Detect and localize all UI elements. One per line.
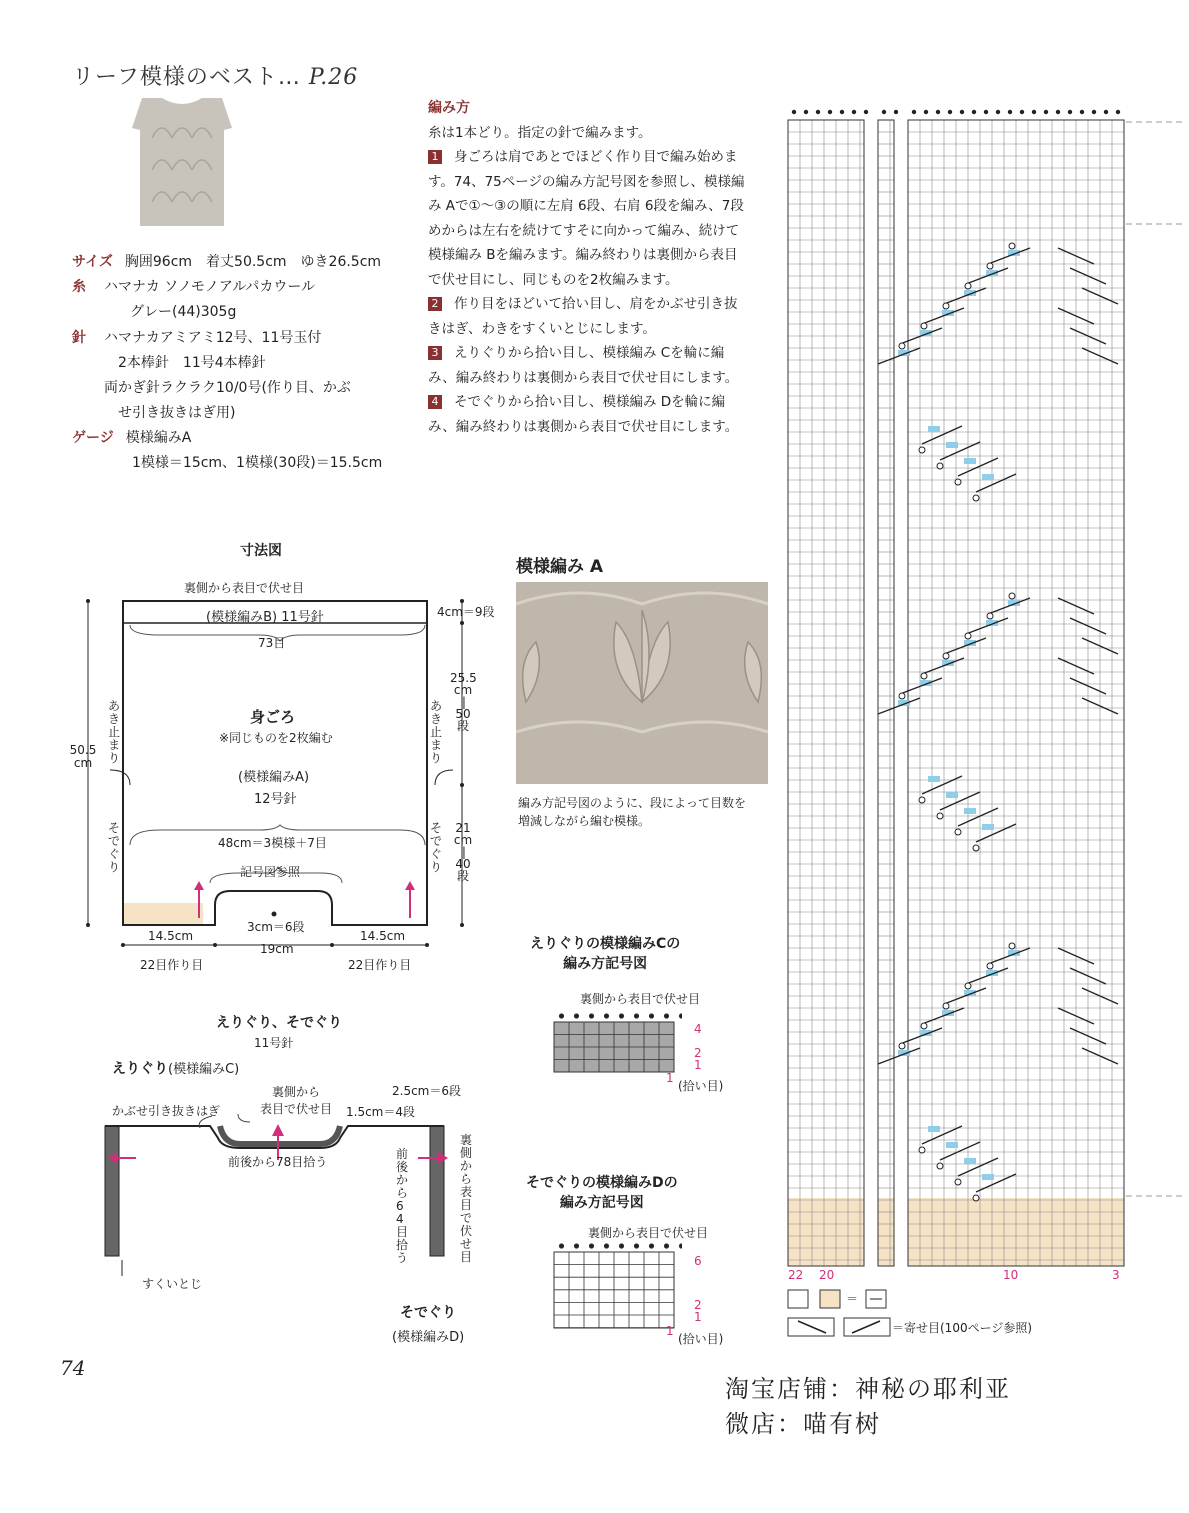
shop-watermark: 淘宝店铺：神秘の耶利亚 微店：喵有树 (725, 1375, 1011, 1438)
dims-needle: 12号針 (254, 792, 297, 807)
main-motif-yo (1009, 243, 1015, 249)
chartC-bindoff-dot (679, 1014, 682, 1018)
spec-needle: 針 ハマナカアミアミ12号、11号玉付 (72, 330, 322, 346)
chartD-bindoff-dot (619, 1244, 623, 1248)
dims-heading: 寸法図 (240, 543, 282, 559)
finish-sleeve-pattern: (模様編みD) (392, 1330, 465, 1345)
spec-gauge: ゲージ 模様編みA (72, 430, 192, 446)
dims-top-note: 裏側から表目で伏せ目 (184, 581, 305, 595)
chartC-r2: 2 (694, 1046, 702, 1060)
chartC-bindoff-dot (589, 1014, 593, 1018)
dims-chart-ref: 記号図参照 (240, 865, 301, 879)
main-x20: 20 (819, 1268, 835, 1282)
chartC-heading: えりぐりの模様編みCの 編み方記号図 (530, 936, 681, 972)
main-motif-yo (899, 693, 905, 699)
main-bindoff-dot (1092, 110, 1096, 114)
main-motif-yo (1009, 593, 1015, 599)
swatch-caption: 編み方記号図のように、段によって目数を 増減しながら編む模様。 (518, 796, 747, 828)
dims-band-right: 4cm＝9段 (437, 605, 495, 619)
main-motif-yo (1009, 943, 1015, 949)
main-bindoff-dot (912, 110, 916, 114)
method-step-4: 4 そでぐりから拾い目し、模様編み Dを輪に編み、編み終わりは裏側から表目で伏せ目にします。 (428, 394, 739, 435)
main-bindoff-dot (1044, 110, 1048, 114)
finish-bind-note: 裏側から 表目で伏せ目 (260, 1085, 333, 1116)
main-bindoff-dot (894, 110, 898, 114)
chartD-r6: 6 (694, 1254, 702, 1268)
finish-sleeve: そでぐり (400, 1305, 456, 1321)
main-bindoff-dot (960, 110, 964, 114)
spec-yarn: 糸 ハマナカ ソノモノアルパカウール (72, 279, 316, 295)
main-motif-highlight (964, 808, 976, 814)
finish-heading: えりぐり、そでぐり (216, 1015, 342, 1031)
chartC-top: 裏側から表目で伏せ目 (580, 992, 701, 1006)
main-bindoff-dot (1008, 110, 1012, 114)
finish-needle: 11号針 (254, 1036, 294, 1050)
main-x10: 10 (1003, 1268, 1019, 1282)
main-motif-yo (987, 613, 993, 619)
main-band-left (788, 1198, 864, 1266)
chartD-grid (552, 1238, 682, 1330)
finish-sleeve-bind: 裏側から表目で伏せ目 (460, 1133, 473, 1264)
dims-bottom-left: 14.5cm (148, 929, 194, 943)
main-motif-highlight (946, 442, 958, 448)
chartC-bindoff-dot (664, 1014, 668, 1018)
spec-size: サイズ 胸囲96cm 着丈50.5cm ゆき26.5cm (72, 254, 382, 270)
swatch-photo (516, 582, 768, 784)
finish-sleeve-rows: 2.5cm＝6段 (392, 1084, 462, 1098)
spec-needle-2: 2本棒針 11号4本棒針 (118, 355, 266, 371)
main-bindoff-dot (936, 110, 940, 114)
main-bindoff-dot (984, 110, 988, 114)
dims-pattern: (模様編みA) (238, 770, 310, 785)
main-motif-yo (919, 797, 925, 803)
main-bindoff-dot (852, 110, 856, 114)
chartC-pick: (拾い目) (678, 1079, 724, 1093)
main-bindoff-dot (924, 110, 928, 114)
main-bindoff-dot (948, 110, 952, 114)
main-motif-yo (973, 495, 979, 501)
main-bindoff-dot (882, 110, 886, 114)
main-border (788, 120, 864, 1266)
chartD-bindoff-dot (679, 1244, 682, 1248)
chartD-r2: 2 (694, 1298, 702, 1312)
swatch-heading: 模様編み A (516, 557, 604, 577)
dims-body: 身ごろ (250, 708, 296, 726)
main-motif-yo (965, 283, 971, 289)
main-motif-highlight (928, 776, 940, 782)
chartC-grid (552, 1008, 682, 1074)
main-bindoff-dot (1032, 110, 1036, 114)
chartC-bindoff-dot (604, 1014, 608, 1018)
main-motif-highlight (964, 458, 976, 464)
method-step-1: 1 身ごろは肩であとでほどく作り目で編み始めます。74、75ページの編み方記号図を参照し、模様編み Aで①〜③の順に左肩 6段、右肩 6段を編み、7段めからは左右を続けてすそに向かって編み、続けて模様編み Bを編みます。編み終わりは裏側から表目で伏せ目にし、同じものを2枚編みます。 (428, 149, 745, 288)
dims-right-lower: 21 cm ‖ 40 段 (453, 821, 473, 883)
chartC-r1: 1 (694, 1058, 702, 1072)
main-x22: 22 (788, 1268, 804, 1282)
spec-gauge-2: 1模様＝15cm、1模様(30段)＝15.5cm (132, 455, 383, 471)
main-bindoff-dot (1104, 110, 1108, 114)
vest-photo (132, 98, 232, 226)
chartC-bindoff-dot (559, 1014, 563, 1018)
main-motif-highlight (964, 1158, 976, 1164)
main-motif-yo (919, 1147, 925, 1153)
knitting-method (428, 96, 748, 439)
page-number: 74 (60, 1356, 86, 1380)
dims-bottom-left-2: 22目作り目 (140, 958, 204, 972)
page-title: リーフ模様のベスト… P.26 (72, 65, 359, 90)
chartC-bindoff-dot (619, 1014, 623, 1018)
chartD-bindoff-dot (664, 1244, 668, 1248)
main-bindoff-dot (1116, 110, 1120, 114)
chartD-r1: 1 (694, 1310, 702, 1324)
main-motif-yo (955, 479, 961, 485)
main-bindoff-dot (792, 110, 796, 114)
main-motif-yo (955, 1179, 961, 1185)
dims-sodeguri-right: そでぐり (430, 821, 443, 874)
main-bindoff-dot (1080, 110, 1084, 114)
finish-neck: えりぐり(模様編みC) (112, 1061, 240, 1077)
dims-stitches-top: 73目 (258, 636, 286, 650)
chartD-heading: そでぐりの模様編みDの 編み方記号図 (526, 1175, 678, 1211)
main-motif-yo (973, 845, 979, 851)
main-motif-yo (921, 323, 927, 329)
finish-pick-neck: 前後から78目拾う (228, 1155, 328, 1169)
chartC-bindoff-dot (634, 1014, 638, 1018)
chartD-bindoff-dot (634, 1244, 638, 1248)
main-motif-yo (937, 813, 943, 819)
spec-needle-4: せ引き抜きはぎ用) (118, 405, 236, 421)
chartC-r4: 4 (694, 1022, 702, 1036)
chartD-pick: (拾い目) (678, 1332, 724, 1346)
main-bindoff-dot (864, 110, 868, 114)
main-motif-highlight (946, 1142, 958, 1148)
method-step-3: 3 えりぐりから拾い目し、模様編み Cを輪に編み、編み終わりは裏側から表目で伏せ目にします。 (428, 345, 739, 386)
main-bindoff-dot (1068, 110, 1072, 114)
main-motif-yo (943, 1003, 949, 1009)
chartD-bindoff-dot (604, 1244, 608, 1248)
dims-bottom-right-2: 22目作り目 (348, 958, 412, 972)
main-motif-highlight (982, 824, 994, 830)
finish-kabuse: かぶせ引き抜きはぎ (112, 1104, 221, 1118)
chartC-bindoff-dot (649, 1014, 653, 1018)
main-motif-yo (937, 1163, 943, 1169)
main-motif-highlight (982, 474, 994, 480)
main-motif-highlight (928, 1126, 940, 1132)
legend-eq: ＝ (846, 1292, 859, 1306)
dims-neck-depth: 3cm＝6段 (247, 920, 305, 934)
dims-body-note: ※同じものを2枚編む (219, 731, 333, 745)
dims-akidomari-left: あき止まり (108, 699, 121, 765)
main-bindoff-dot (840, 110, 844, 114)
main-motif-yo (943, 303, 949, 309)
dims-band: (模様編みB) 11号針 (206, 610, 324, 625)
main-motif-yo (943, 653, 949, 659)
chartD-r1b: 1 (666, 1324, 674, 1338)
spec-needle-3: 両かぎ針ラクラク10/0号(作り目、かぶ (104, 380, 351, 396)
dims-bottom-mid: 19cm (260, 942, 294, 956)
chartD-bindoff-dot (589, 1244, 593, 1248)
main-knitting-chart (778, 100, 1186, 1290)
main-motif-yo (921, 1023, 927, 1029)
main-motif-yo (899, 343, 905, 349)
finish-sukui: すくいとじ (142, 1277, 203, 1291)
dims-sodeguri-left: そでぐり (108, 821, 121, 874)
main-motif-yo (919, 447, 925, 453)
main-bindoff-dot (972, 110, 976, 114)
dims-right-upper: 25.5 cm ‖ 50 段 (450, 671, 477, 733)
dims-left-total: 50.5 cm (69, 743, 97, 770)
main-motif-yo (921, 673, 927, 679)
main-bindoff-dot (804, 110, 808, 114)
main-motif-yo (965, 983, 971, 989)
main-bindoff-dot (1056, 110, 1060, 114)
chartD-bindoff-dot (559, 1244, 563, 1248)
main-bindoff-dot (828, 110, 832, 114)
spec-yarn-2: グレー(44)305g (130, 304, 237, 320)
main-motif-yo (987, 963, 993, 969)
dims-width: 48cm＝3模様＋7目 (218, 836, 327, 850)
method-step-2: 2 作り目をほどいて拾い目し、肩をかぶせ引き抜きはぎ、わきをすくいとじにします。 (428, 296, 738, 337)
main-motif-highlight (928, 426, 940, 432)
method-heading: 編み方 (428, 100, 470, 116)
main-motif-highlight (946, 792, 958, 798)
dims-bottom-right: 14.5cm (360, 929, 406, 943)
main-x3: 3 (1112, 1268, 1120, 1282)
main-bindoff-dot (816, 110, 820, 114)
main-motif-yo (987, 263, 993, 269)
main-bindoff-dot (1020, 110, 1024, 114)
main-border (878, 120, 894, 1266)
chartC-bindoff-dot (574, 1014, 578, 1018)
chartD-top: 裏側から表目で伏せ目 (588, 1226, 709, 1240)
main-motif-highlight (982, 1174, 994, 1180)
finish-neck-rows: 1.5cm＝4段 (346, 1105, 416, 1119)
main-motif-yo (937, 463, 943, 469)
chartD-bindoff-dot (574, 1244, 578, 1248)
chartC-r1b: 1 (666, 1071, 674, 1085)
chartD-bindoff-dot (649, 1244, 653, 1248)
main-motif-yo (899, 1043, 905, 1049)
dims-akidomari-right: あき止まり (430, 699, 443, 765)
main-band-mid (878, 1198, 894, 1266)
method-intro: 糸は1本どり。指定の針で編みます。 (428, 124, 652, 141)
main-motif-yo (965, 633, 971, 639)
finish-sleeve-pick: 前後から64目拾う (396, 1147, 409, 1265)
main-motif-yo (973, 1195, 979, 1201)
main-motif-yo (955, 829, 961, 835)
legend-note: ＝寄せ目(100ページ参照) (892, 1321, 1033, 1335)
main-bindoff-dot (996, 110, 1000, 114)
chart-legend (786, 1288, 896, 1344)
